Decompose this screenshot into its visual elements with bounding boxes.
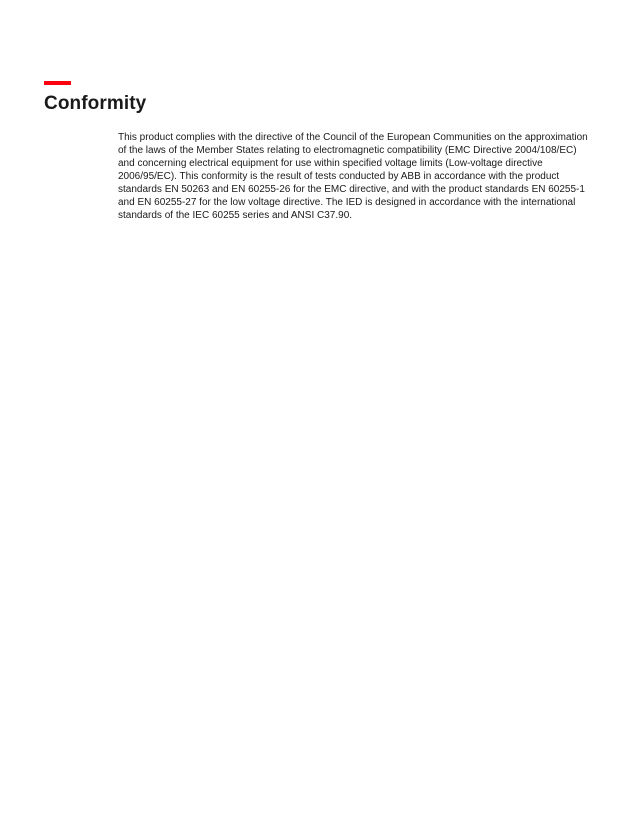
title-accent-bar	[44, 81, 71, 85]
page-title: Conformity	[44, 93, 147, 114]
conformity-paragraph: This product complies with the directive of the Council of the European Communities on the approximation of the laws of the Member States relating to electromagnetic compatibility (EMC Directive 2004/108/EC) and concerning electrical equipment for use within specified voltage limits (Low-voltage directive 2006/95/EC). This conformity is the result of tests conducted by ABB in accordance with the product standards EN 50263 and EN 60255-26 for the EMC directive, and with the product standards EN 60255-1 and EN 60255-27 for the low voltage directive. The IED is designed in accordance with the international standards of the IEC 60255 series and ANSI C37.90.	[118, 132, 588, 221]
